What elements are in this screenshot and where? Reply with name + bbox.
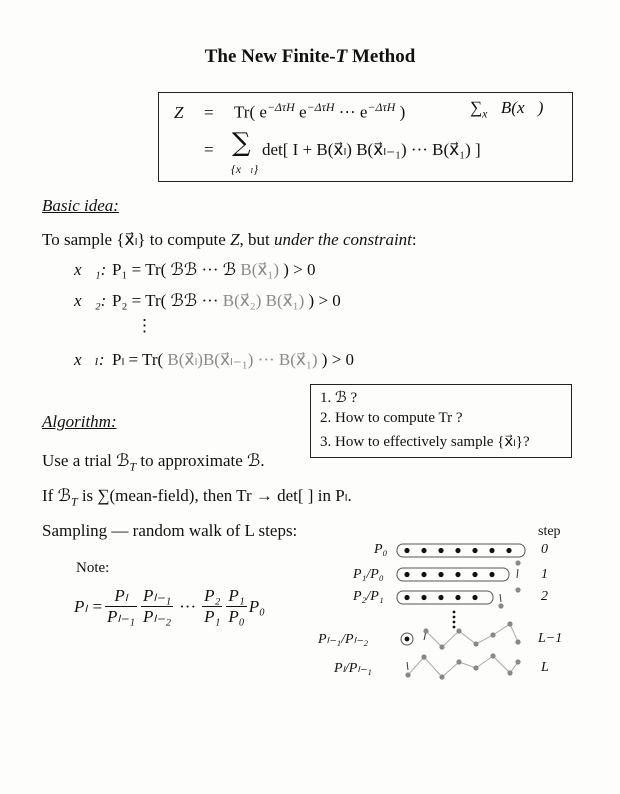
row-1-rhs: ) > 0 xyxy=(279,260,316,279)
row-2-dot-b xyxy=(498,603,503,608)
frac-2-den: Pₗ₋₂ xyxy=(143,607,172,626)
diagram-label-0: P₀ xyxy=(374,542,388,557)
exp-2: −ΔτH xyxy=(306,100,335,114)
row-2-expr xyxy=(112,291,341,311)
algorithm-line-2 xyxy=(42,486,352,509)
diagram-label-2: P₂/P₁ xyxy=(353,589,384,604)
row-1-expr xyxy=(112,260,316,280)
alg2-post: is ∑(mean-field), then Tr → det[ ] in Pₗ. xyxy=(77,486,352,505)
step-header: step xyxy=(538,524,561,539)
eq-sign-1: = xyxy=(204,103,214,122)
row-L-arrow xyxy=(407,662,408,670)
row-1-gray: B(x⃗₁) xyxy=(240,260,280,279)
basic-idea-heading: Basic idea: xyxy=(42,196,119,215)
page-title xyxy=(0,46,620,68)
exp-1: −ΔτH xyxy=(266,100,295,114)
row-L1-walk-dots xyxy=(423,621,520,649)
row-L-lhs: Pₗ = Tr( xyxy=(112,350,168,369)
alg2-pre: If ℬ xyxy=(42,486,71,505)
note-label: Note: xyxy=(76,560,110,576)
note-lhs: Pₗ = xyxy=(74,596,103,616)
trace-expression xyxy=(234,100,405,123)
vertical-dots-connector xyxy=(453,611,456,629)
step-L-1: L−1 xyxy=(538,631,563,646)
det-expression: det[ I + B(x⃗ₗ) B(x⃗ₗ₋₁) ··· B(x⃗₁) ] xyxy=(262,140,481,159)
big-sigma: ∑ xyxy=(232,128,251,158)
title-post: Method xyxy=(347,46,416,67)
z-symbol: Z xyxy=(174,103,184,122)
e-2: e xyxy=(294,102,307,122)
row-L1-dot xyxy=(405,637,410,642)
note-dots: ··· xyxy=(179,596,197,616)
algorithm-line-3: Sampling — random walk of L steps: xyxy=(42,521,298,540)
row-1-arrow xyxy=(517,569,518,578)
vertical-dots: ⋮ xyxy=(136,316,153,335)
row-2-lhs: P₂ = Tr( ℬℬ ··· xyxy=(112,291,223,310)
frac-3-num: P₂ xyxy=(204,586,221,605)
frac-3-den: P₁ xyxy=(204,607,221,626)
frac-3 xyxy=(202,586,222,627)
tr-open: Tr( e xyxy=(234,102,267,122)
note-formula xyxy=(74,586,265,627)
sum-sign: ∑ xyxy=(470,98,483,117)
intro-post: : xyxy=(411,230,417,249)
alg2-sub: T xyxy=(70,494,78,509)
row-2-rhs: ) > 0 xyxy=(304,291,341,310)
row-2-arrow xyxy=(500,594,501,602)
row-2-dots xyxy=(404,595,477,600)
step-2: 2 xyxy=(541,589,548,604)
intro-z: Z xyxy=(230,230,240,249)
basic-idea-intro xyxy=(42,230,417,250)
step-0: 0 xyxy=(541,542,548,557)
frac-1-num: Pₗ xyxy=(105,586,137,607)
step-1: 1 xyxy=(541,567,548,582)
title-var: T xyxy=(335,46,348,67)
algorithm-heading: Algorithm: xyxy=(42,412,117,431)
question-3: 3. How to effectively sample {x⃗ₗ}? xyxy=(320,434,530,450)
frac-2-num: Pₗ₋₁ xyxy=(143,586,172,605)
random-walk-diagram xyxy=(390,536,540,686)
row-2-gray: B(x⃗₂) B(x⃗₁) xyxy=(222,291,305,310)
frac-4-den: P₀ xyxy=(228,607,245,626)
diagram-label-3: Pₗ₋₁/Pₗ₋₂ xyxy=(318,632,369,647)
intro-pre: To sample {x⃗ₗ} to compute xyxy=(42,230,231,249)
row-2-dot-a xyxy=(515,587,520,592)
row-2-label: x⃗₂: xyxy=(74,291,107,310)
eq-sign-2: = xyxy=(204,140,214,159)
title-pre: The New Finite- xyxy=(204,46,336,67)
row-L-label: x⃗ₗ: xyxy=(74,350,105,369)
algorithm-line-1 xyxy=(42,451,265,474)
intro-mid: , but xyxy=(239,230,275,249)
row-1-dots xyxy=(404,572,494,577)
diagram-label-4: Pₗ/Pₗ₋₁ xyxy=(334,661,372,676)
row-L-gray: B(x⃗ₗ)B(x⃗ₗ₋₁) ··· B(x⃗₁) xyxy=(167,350,318,369)
frac-1-den: Pₗ₋₁ xyxy=(106,607,136,626)
tr-close: ) xyxy=(395,102,406,122)
frac-1 xyxy=(105,586,137,627)
frac-4-num: P₁ xyxy=(228,586,245,605)
big-sigma-sub: {x⃗ₗ} xyxy=(231,162,259,176)
row-1-moved-dot xyxy=(515,560,520,565)
question-2: 2. How to compute Tr ? xyxy=(320,410,463,426)
question-1: 1. ℬ ? xyxy=(320,390,358,406)
step-L: L xyxy=(541,660,549,675)
row-1-lhs: P₁ = Tr( ℬℬ ··· ℬ xyxy=(112,260,241,279)
sum-sub: x⃗ xyxy=(482,106,497,121)
alg1-post: to approximate ℬ. xyxy=(136,451,265,470)
frac-4 xyxy=(226,586,246,627)
alg1-sub: T xyxy=(129,459,137,474)
note-tail: P₀ xyxy=(248,596,265,616)
sum-over-x xyxy=(470,98,543,121)
row-0-dots xyxy=(404,548,511,553)
row-L-rhs: ) > 0 xyxy=(317,350,355,369)
intro-constraint: under the constraint xyxy=(274,230,412,249)
row-1-label: x⃗₁: xyxy=(74,260,107,279)
row-L-expr xyxy=(112,350,354,370)
dots-e: ··· e xyxy=(334,102,368,122)
alg1-pre: Use a trial ℬ xyxy=(42,451,130,470)
sum-term: B(x⃗) xyxy=(496,98,544,117)
row-2-frame xyxy=(397,591,493,604)
row-0-frame xyxy=(397,544,525,557)
diagram-label-1: P₁/P₀ xyxy=(353,567,384,582)
frac-2 xyxy=(141,586,173,627)
row-L1-path xyxy=(426,624,518,647)
exp-3: −ΔτH xyxy=(367,100,396,114)
